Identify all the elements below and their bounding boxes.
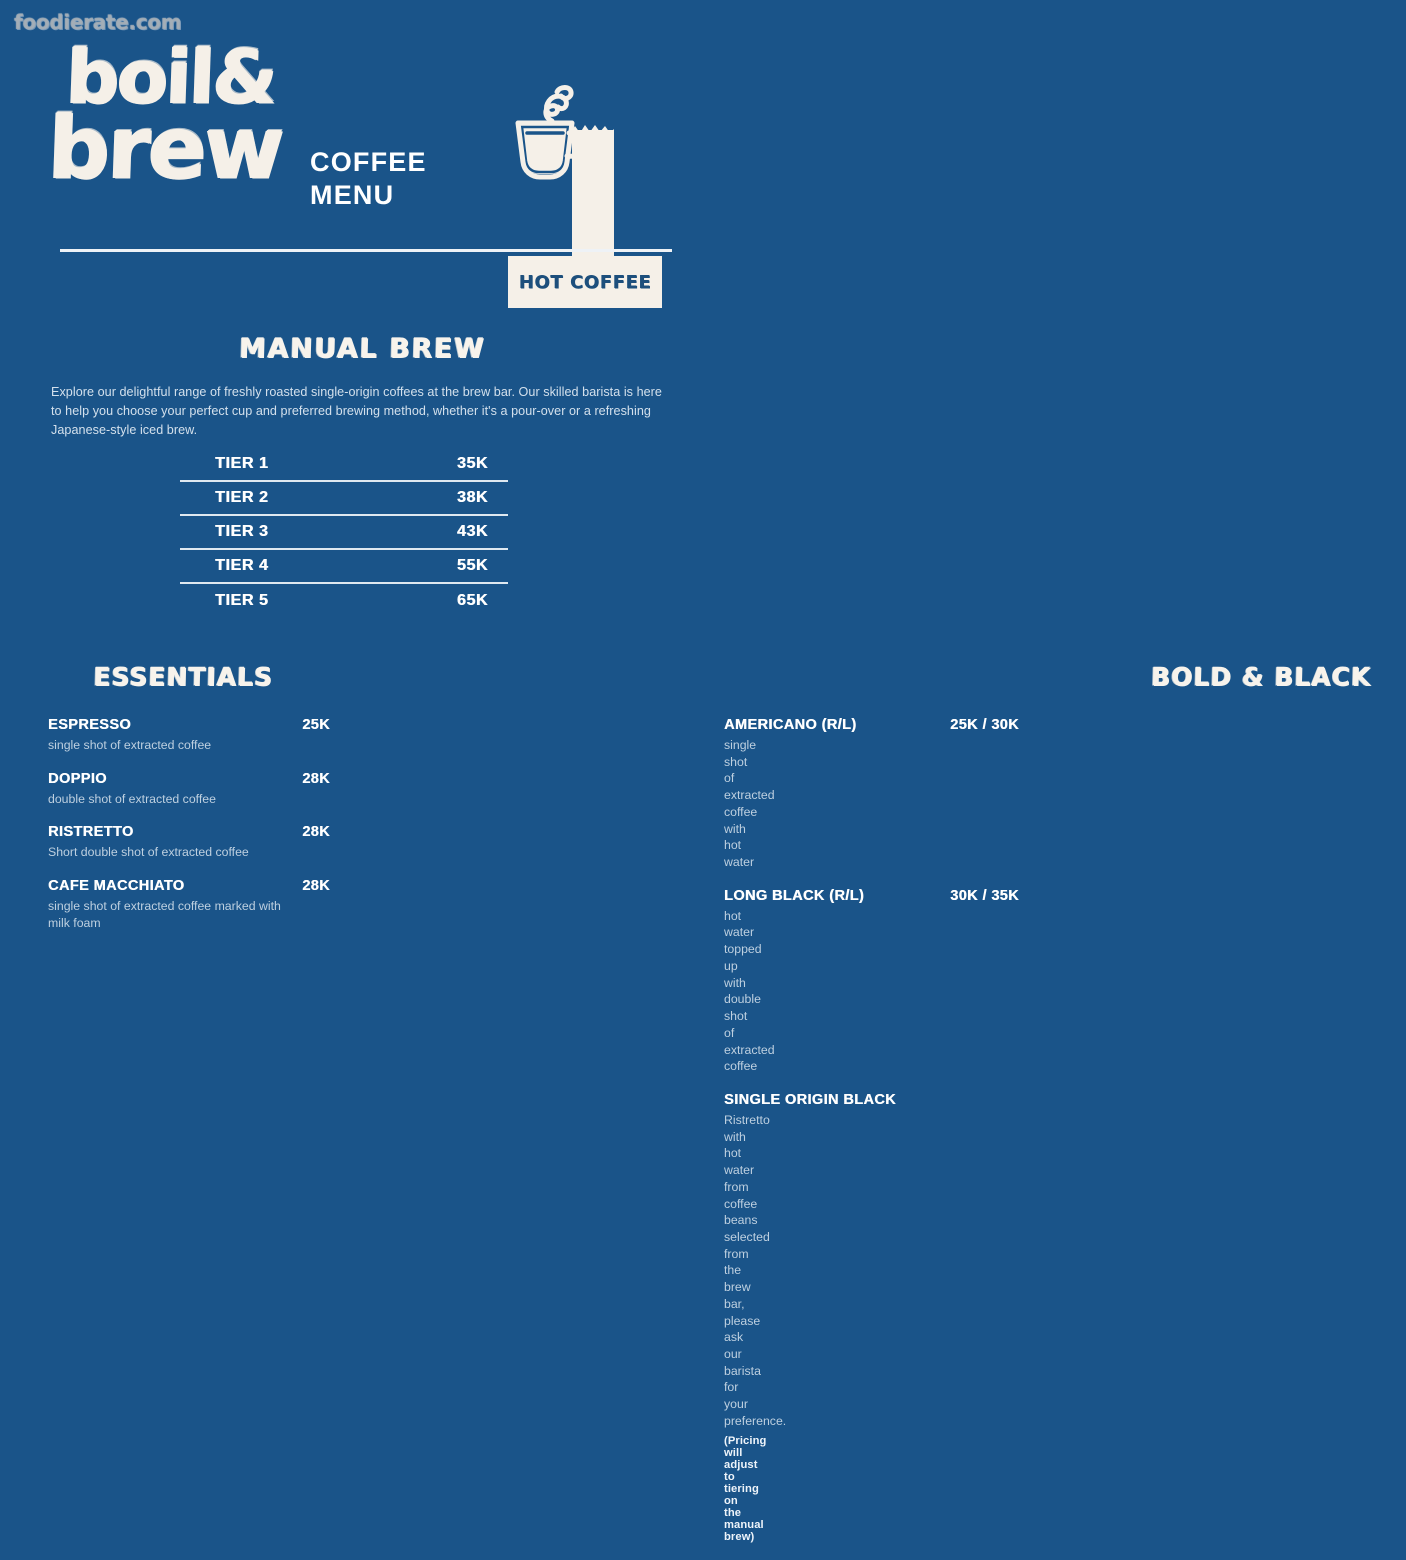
- menu-item-price: 25K / 30K: [950, 717, 1019, 733]
- coffee-menu-title-line-2: MENU: [310, 180, 395, 211]
- menu-item-name: CAFE MACCHIATO: [48, 878, 185, 895]
- hot-coffee-badge: [508, 256, 662, 308]
- bold-black-column: [332, 662, 1372, 1560]
- menu-item-name: RISTRETTO: [48, 824, 134, 841]
- tier-row: [180, 448, 508, 482]
- menu-item-header: [48, 878, 330, 894]
- coffee-menu-title: [310, 146, 427, 213]
- essentials-heading: ESSENTIALS: [92, 662, 274, 691]
- tier-name: TIER 2: [215, 489, 269, 506]
- tier-name: TIER 3: [215, 523, 269, 540]
- menu-item-name: AMERICANO (R/L): [724, 717, 857, 733]
- brand-logo-line-2: brew: [46, 97, 284, 198]
- menu-item-name: LONG BLACK (R/L): [724, 887, 865, 904]
- hot-coffee-badge-label: HOT COFFEE: [518, 271, 652, 293]
- steaming-coffee-cup-icon: [500, 75, 640, 257]
- tier-price-table: [180, 448, 508, 618]
- menu-item-description: double shot of extracted coffee: [48, 791, 216, 806]
- menu-item-name: DOPPIO: [48, 770, 107, 787]
- tier-price: 38K: [456, 489, 488, 506]
- tier-name: TIER 5: [215, 592, 269, 609]
- tier-price: 43K: [456, 523, 488, 540]
- brand-logo: [46, 34, 348, 198]
- tier-price: 35K: [456, 455, 488, 472]
- coffee-menu-title-line-1: COFFEE: [310, 147, 427, 177]
- bold-black-item-list: AMERICANO (R/L) 25K / 30K single shot of extracted coffee with hot water LONG BLACK (R/L) 30K / 35K hot water topped up with double shot of extracted coffee SINGLE ORIGIN BLACK Ristretto with hot water from coffee beans selected from the brew bar, please ask our barista for your preference. (Pricing will adjust to tiering on the manual brew): [724, 717, 1019, 1543]
- menu-item-price: 30K / 35K: [950, 887, 1019, 904]
- manual-brew-heading: MANUAL BREW: [238, 333, 486, 364]
- menu-columns: [0, 662, 1372, 1560]
- menu-item: [48, 878, 332, 931]
- tier-price: 55K: [456, 557, 488, 574]
- essentials-column: [0, 662, 332, 1560]
- essentials-item-list: [48, 717, 332, 932]
- menu-item: [48, 771, 332, 808]
- menu-item-description: Short double shot of extracted coffee: [48, 845, 249, 860]
- menu-item-header: [724, 717, 1019, 733]
- menu-item-description: single shot of extracted coffee: [48, 738, 212, 752]
- menu-item-header: [724, 1092, 1019, 1108]
- tier-row: [180, 584, 508, 618]
- site-watermark: foodierate.com: [14, 10, 182, 34]
- tier-row: [180, 550, 508, 584]
- menu-header: [0, 0, 724, 320]
- bold-black-heading-text: BOLD & BLACK: [1150, 662, 1372, 691]
- tier-row: [180, 482, 508, 516]
- menu-item-header: [48, 771, 330, 787]
- menu-item-header: [48, 824, 330, 840]
- menu-item-header: [48, 717, 330, 733]
- menu-item-header: [724, 888, 1019, 904]
- menu-item-name: SINGLE ORIGIN BLACK: [724, 1091, 896, 1108]
- tier-price: 65K: [456, 592, 488, 609]
- menu-item: [48, 824, 332, 861]
- menu-item-name: ESPRESSO: [48, 717, 131, 733]
- menu-item-price: 28K: [302, 878, 330, 895]
- menu-item-price: 28K: [302, 824, 330, 841]
- menu-item-price: 25K: [302, 717, 330, 733]
- tier-name: TIER 1: [215, 455, 269, 472]
- brand-logo-line-1: boil&: [64, 34, 277, 120]
- manual-brew-description: Explore our delightful range of freshly roasted single-origin coffees at the brew bar. Our skilled barista is here to help you choose your perfect cup and preferred brewing method, whether it's a pour-over or a refreshing Japanese-style iced brew.: [51, 385, 662, 438]
- menu-item-price: 28K: [302, 770, 330, 787]
- menu-item-description: single shot of extracted coffee marked with milk foam: [48, 899, 281, 930]
- header-divider: [60, 249, 672, 252]
- menu-item: [48, 717, 332, 754]
- bold-black-heading: [332, 662, 1372, 691]
- tier-name: TIER 4: [215, 557, 269, 574]
- tier-row: [180, 516, 508, 550]
